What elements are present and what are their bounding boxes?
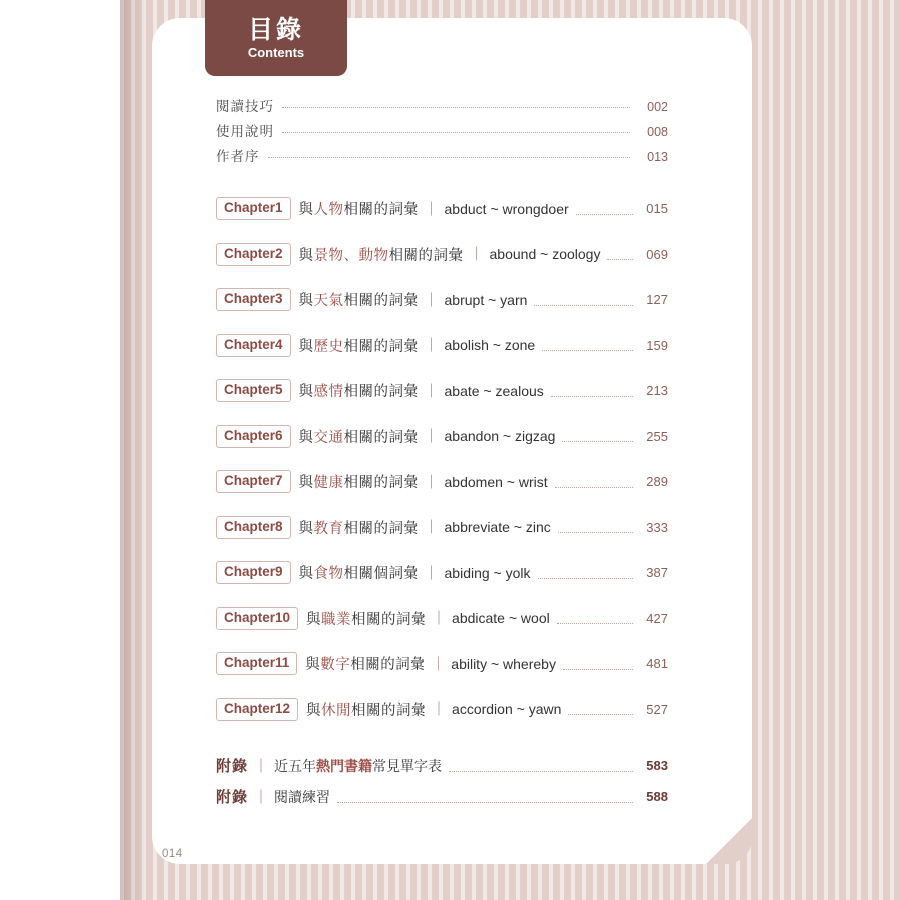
chapter-title-cn: 與休閒相關的詞彙 (306, 702, 427, 719)
chapter-title-cn: 與天氣相關的詞彙 (298, 293, 419, 310)
appendix-title: 閱讀練習 (274, 788, 331, 805)
list-item[interactable] (216, 781, 668, 812)
contents-tab-title: 目錄 (247, 16, 304, 44)
chapter-badge[interactable]: Chapter4 (216, 334, 291, 357)
separator-bar: ｜ (469, 246, 484, 263)
dot-leader (563, 668, 633, 670)
chapter-badge[interactable]: Chapter9 (216, 561, 291, 584)
dot-leader (268, 156, 631, 158)
dot-leader (557, 622, 633, 624)
front-matter-list (216, 95, 668, 170)
separator-bar: ｜ (432, 610, 447, 627)
chapter-word-range: abiding ~ yolk (444, 564, 531, 581)
list-item[interactable] (216, 459, 668, 505)
list-item[interactable] (216, 145, 668, 170)
chapter-word-range: abrupt ~ yarn (444, 291, 528, 308)
chapter-badge[interactable]: Chapter12 (216, 698, 298, 721)
page-number: 427 (646, 610, 668, 626)
page-number: 289 (646, 474, 668, 490)
list-item[interactable] (216, 641, 668, 687)
chapter-word-range: abdicate ~ wool (452, 610, 550, 627)
separator-bar: ｜ (424, 519, 439, 536)
chapter-title-cn: 與健康相關的詞彙 (298, 475, 419, 492)
page-number: 008 (647, 125, 668, 139)
dot-leader (282, 106, 630, 108)
page-number: 333 (646, 519, 668, 535)
front-matter-label: 使用說明 (216, 124, 274, 139)
chapter-badge[interactable]: Chapter3 (216, 288, 291, 311)
chapter-title-cn: 與交通相關的詞彙 (298, 429, 419, 446)
page-number: 015 (646, 201, 668, 217)
list-item[interactable] (216, 323, 668, 369)
chapter-word-range: abdomen ~ wrist (444, 473, 548, 490)
list-item[interactable] (216, 277, 668, 323)
list-item[interactable] (216, 550, 668, 596)
separator-bar: ｜ (424, 291, 439, 308)
chapter-badge[interactable]: Chapter7 (216, 470, 291, 493)
chapter-word-range: accordion ~ yawn (452, 701, 562, 718)
dot-leader (555, 486, 633, 488)
page-number: 481 (646, 656, 668, 672)
page-number: 588 (646, 789, 668, 804)
chapter-word-range: abate ~ zealous (444, 382, 544, 399)
chapter-word-range: abolish ~ zone (444, 337, 536, 354)
appendix-list (216, 750, 668, 812)
dot-leader (449, 770, 633, 772)
dot-leader (337, 801, 633, 803)
appendix-title: 近五年熱門書籍常見單字表 (274, 757, 443, 774)
dot-leader (538, 577, 633, 579)
page-number: 255 (646, 428, 668, 444)
dot-leader (576, 213, 633, 215)
dot-leader (282, 131, 630, 133)
chapter-word-range: abduct ~ wrongdoer (444, 200, 569, 217)
dot-leader (558, 531, 633, 533)
contents-tab-subtitle: Contents (247, 45, 305, 60)
list-item[interactable] (216, 596, 668, 642)
chapter-badge[interactable]: Chapter6 (216, 425, 291, 448)
page-number: 069 (646, 246, 668, 262)
separator-bar: ｜ (424, 382, 439, 399)
separator-bar: ｜ (431, 655, 446, 672)
dot-leader (607, 258, 633, 260)
page-number: 159 (646, 337, 668, 353)
separator-bar: ｜ (424, 428, 439, 445)
chapter-badge[interactable]: Chapter10 (216, 607, 298, 630)
list-item[interactable] (216, 232, 668, 278)
folio-page-number: 014 (162, 848, 183, 860)
separator-bar: ｜ (424, 564, 439, 581)
chapter-title-cn: 與數字相關的詞彙 (305, 657, 426, 674)
chapter-badge[interactable]: Chapter2 (216, 243, 291, 266)
page-number: 213 (646, 383, 668, 399)
chapter-title-cn: 與教育相關的詞彙 (298, 520, 419, 537)
page-number: 527 (646, 701, 668, 717)
list-item[interactable] (216, 687, 668, 733)
chapter-title-cn: 與景物、動物相關的詞彙 (298, 247, 464, 264)
appendix-label: 附錄 (216, 758, 249, 775)
chapter-badge[interactable]: Chapter1 (216, 197, 291, 220)
chapter-list (216, 186, 668, 732)
spine-shadow (120, 0, 146, 900)
list-item[interactable] (216, 750, 668, 781)
table-of-contents (216, 95, 668, 812)
separator-bar: ｜ (432, 701, 447, 718)
front-matter-label: 作者序 (216, 149, 260, 164)
separator-bar: ｜ (424, 473, 439, 490)
dot-leader (551, 395, 633, 397)
chapter-word-range: abbreviate ~ zinc (444, 519, 551, 536)
contents-tab (205, 0, 347, 76)
list-item[interactable] (216, 414, 668, 460)
chapter-title-cn: 與職業相關的詞彙 (306, 611, 427, 628)
chapter-badge[interactable]: Chapter11 (216, 652, 297, 675)
separator-bar: ｜ (254, 788, 269, 805)
separator-bar: ｜ (424, 337, 439, 354)
page-number: 013 (647, 150, 668, 164)
chapter-word-range: abandon ~ zigzag (444, 428, 556, 445)
chapter-word-range: ability ~ whereby (451, 655, 556, 672)
chapter-badge[interactable]: Chapter8 (216, 516, 291, 539)
list-item[interactable] (216, 95, 668, 120)
list-item[interactable] (216, 505, 668, 551)
page-number: 583 (646, 758, 668, 773)
separator-bar: ｜ (254, 757, 269, 774)
dot-leader (534, 304, 633, 306)
chapter-title-cn: 與食物相關個詞彙 (298, 566, 419, 583)
front-matter-label: 閱讀技巧 (216, 99, 274, 114)
chapter-title-cn: 與歷史相關的詞彙 (298, 338, 419, 355)
left-margin-white (0, 0, 120, 900)
page-number: 127 (646, 292, 668, 308)
dot-leader (568, 713, 633, 715)
chapter-badge[interactable]: Chapter5 (216, 379, 291, 402)
dot-leader (562, 440, 633, 442)
list-item[interactable] (216, 186, 668, 232)
page-number: 387 (646, 565, 668, 581)
page-number: 002 (647, 100, 668, 114)
chapter-title-cn: 與人物相關的詞彙 (298, 202, 419, 219)
list-item[interactable] (216, 368, 668, 414)
chapter-title-cn: 與感情相關的詞彙 (298, 384, 419, 401)
appendix-label: 附錄 (216, 789, 249, 806)
dot-leader (542, 349, 633, 351)
list-item[interactable] (216, 120, 668, 145)
chapter-word-range: abound ~ zoology (489, 246, 601, 263)
separator-bar: ｜ (424, 200, 439, 217)
